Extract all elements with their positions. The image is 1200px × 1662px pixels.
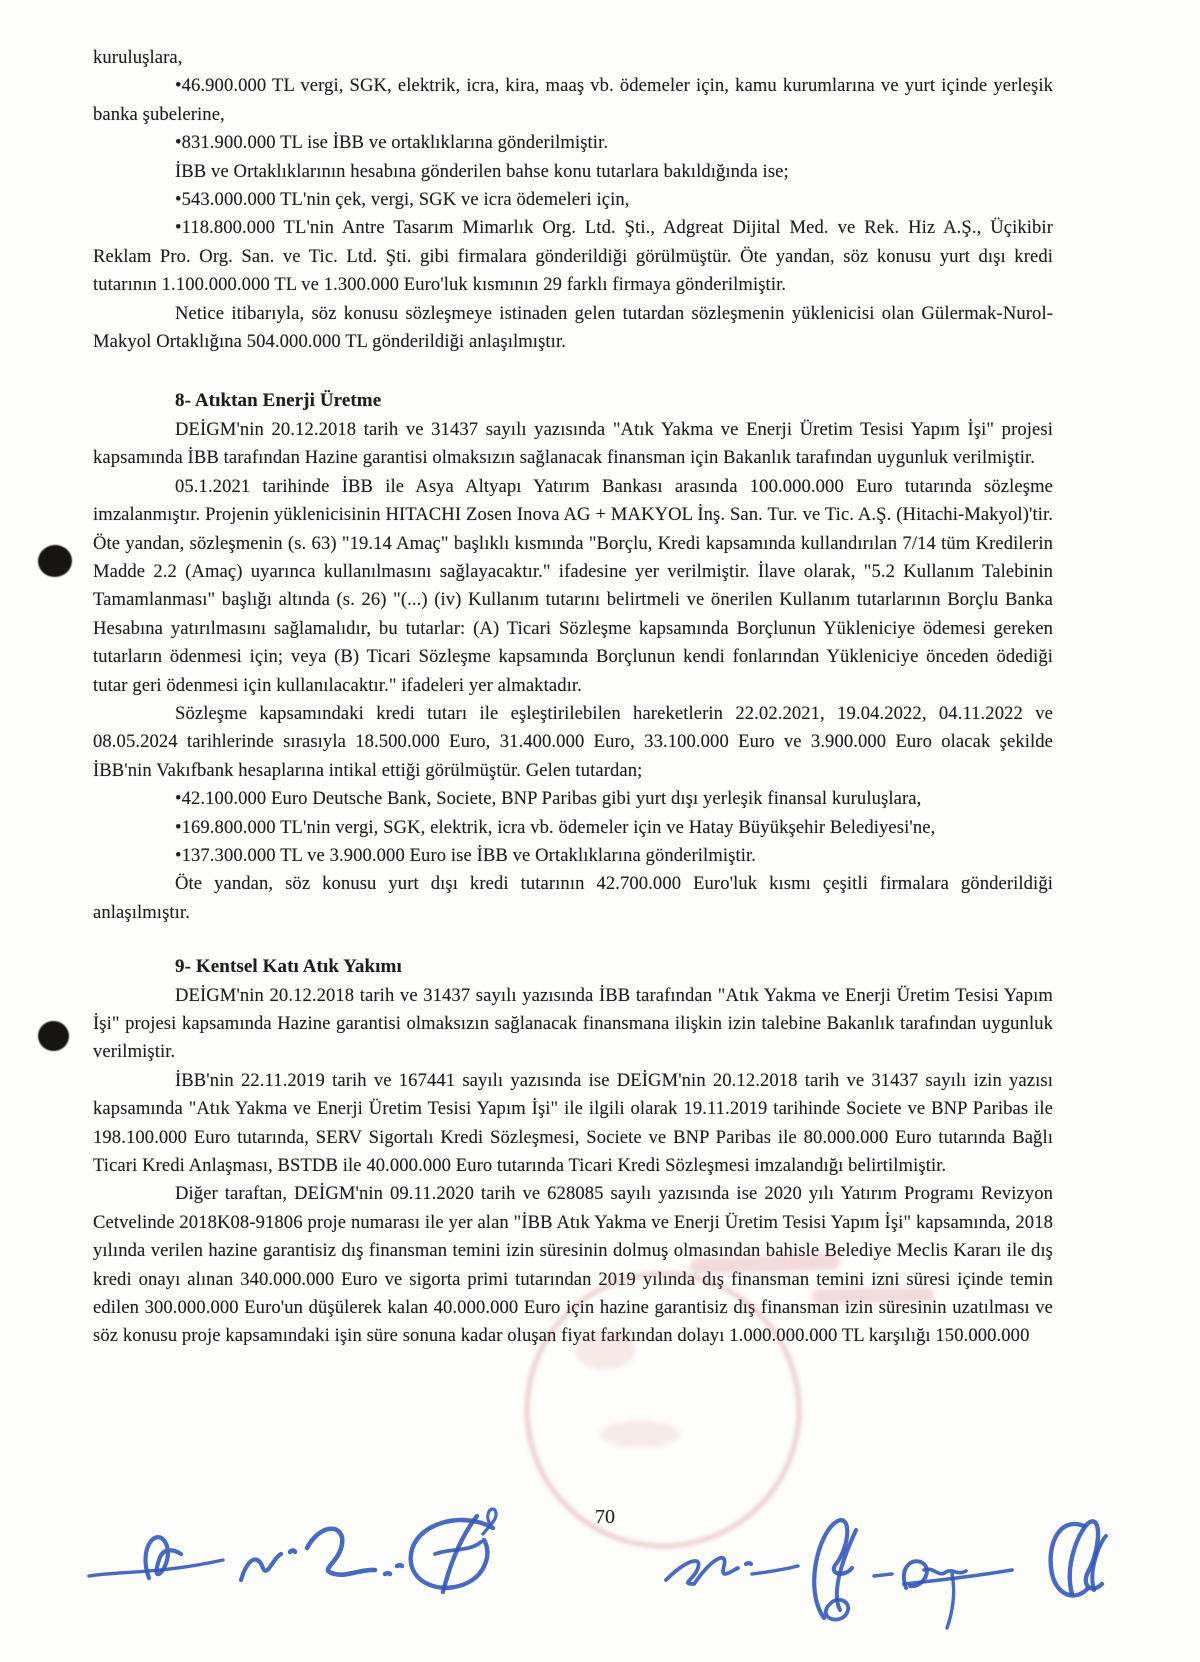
bullet-item: •42.100.000 Euro Deutsche Bank, Societe, BNP Paribas gibi yurt dışı yerleşik finansal kuruluşlara, — [175, 788, 922, 810]
red-stamp-smudge — [812, 1287, 934, 1304]
red-stamp-smudge — [600, 1420, 680, 1448]
bullet-item: •137.300.000 TL ve 3.900.000 Euro ise İBB ve Ortaklıklarına gönderilmiştir. — [175, 844, 757, 866]
red-stamp-smudge — [575, 1330, 635, 1370]
hole-punch-mark — [37, 1020, 70, 1052]
paragraph: DEİGM'nin 20.12.2018 tarih ve 31437 sayılı yazısında "Atık Yakma ve Enerji Üretim Tesisi Yapım İşi" projesi kapsamında İBB tarafından Hazine garantisi olmaksızın sağlanacak finansman için Bakanlık tarafından uygunluk verilmiştir. — [93, 418, 1053, 469]
paragraph: Öte yandan, söz konusu yurt dışı kredi tutarının 42.700.000 Euro'luk kısmı çeşitli firmalara gönderildiği anlaşılmıştır. — [93, 873, 1053, 923]
paragraph: DEİGM'nin 20.12.2018 tarih ve 31437 sayılı yazısında İBB tarafından "Atık Yakma ve Enerji Üretim Tesisi Yapım İşi" projesi kapsamında Hazine garantisi olmaksızın sağlanacak finansmana ilişkin izin talebine Bakanlık tarafından uygunluk verilmiştir. — [93, 984, 1053, 1063]
bullet-item: •543.000.000 TL'nin çek, vergi, SGK ve icra ödemeleri için, — [175, 189, 630, 211]
paragraph: kuruluşlara, — [93, 47, 183, 68]
bullet-item: •118.800.000 TL'nin Antre Tasarım Mimarlık Org. Ltd. Şti., Adgreat Dijital Med. ve Rek. Hiz A.Ş., Üçikibir Reklam Pro. Org. San. ve Tic. Ltd. Şti. gibi firmalara gönderildiği görülmüştür. Öte yandan, söz konusu yurt dışı kredi tutarının 1.100.000.000 TL ve 1.300.000 Euro'luk kısmının 29 farklı firmaya gönderilmiştir. — [93, 217, 1053, 296]
bullet-item: •169.800.000 TL'nin vergi, SGK, elektrik, icra vb. ödemeler için ve Hatay Büyükşehir Belediyesi'ne, — [175, 816, 936, 838]
paragraph: İBB'nin 22.11.2019 tarih ve 167441 sayılı yazısında ise DEİGM'nin 20.12.2018 tarih ve 31437 sayılı izin yazısı kapsamında "Atık Yakma ve Enerji Üretim Tesisi Yapım İşi" ile ilgili olarak 19.11.2019 tarihinde Societe ve BNP Paribas ile 198.100.000 Euro tutarında, SERV Sigortalı Kredi Sözleşmesi, Societe ve BNP Paribas ile 80.000.000 Euro tutarında Bağlı Ticari Kredi Anlaşması, BSTDB ile 40.000.000 Euro tutarında Ticari Kredi Sözleşmesi imzalandığı belirtilmiştir. — [93, 1069, 1053, 1177]
paragraph: İBB ve Ortaklıklarının hesabına gönderilen bahse konu tutarlara bakıldığında ise; — [175, 160, 789, 182]
document-body — [93, 44, 1053, 1351]
page-number: 70 — [595, 1506, 615, 1528]
section-heading-9: 9- Kentsel Katı Atık Yakımı — [175, 956, 402, 978]
paragraph: Netice itibarıyla, söz konusu sözleşmeye istinaden gelen tutardan sözleşmenin yüklenicisi olan Gülermak-Nurol-Makyol Ortaklığına 504.000.000 TL gönderildiği anlaşılmıştır. — [93, 302, 1053, 353]
paragraph: Sözleşme kapsamındaki kredi tutarı ile eşleştirilebilen hareketlerin 22.02.2021, 19.04.2022, 04.11.2022 ve 08.05.2024 tarihlerinde sırasıyla 18.500.000 Euro, 31.400.000 Euro, 33.100.000 Euro ve 3.900.000 Euro olacak şekilde İBB'nin Vakıfbank hesaplarına intikal ettiği görülmüştür. Gelen tutardan; — [93, 702, 1053, 781]
signature-group-left — [85, 1496, 530, 1611]
handwritten-signatures-right — [652, 1508, 1112, 1633]
paragraph: 05.1.2021 tarihinde İBB ile Asya Altyapı Yatırım Bankası arasında 100.000.000 Euro tutarında sözleşme imzalanmıştır. Projenin yüklenicisinin HITACHI Zosen Inova AG + MAKYOL İnş. San. Tur. ve Tic. A.Ş. (Hitachi-Makyol)'tir. Öte yandan, sözleşmenin (s. 63) "19.14 Amaç" başlıklı kısmında "Borçlu, Kredi kapsamında kullandırılan 7/14 tüm Kredilerin Madde 2.2 (Amaç) uyarınca kullanılmasını sağlayacaktır." ifadesine yer verilmiştir. İlave olarak, "5.2 Kullanım Talebinin Tamamlanması" başlığı altında (s. 26) "(...) (iv) Kullanım tutarını belirtmeli ve önerilen Kullanım tutarlarının Borçlu Banka Hesabına yatırılmasını sağlamalıdır, bu tutarlar: (A) Ticari Sözleşme kapsamında Borçlunun Yükleniciye ödemesi gereken tutarların ödenmesi için; veya (B) Ticari Sözleşme kapsamında Borçlunun kendi fonlarından Yükleniciye önceden ödediği tutar geri ödenmesi için kullanılacaktır." ifadeleri yer almaktadır. — [93, 475, 1053, 696]
bullet-item: •46.900.000 TL vergi, SGK, elektrik, icra, kira, maaş vb. ödemeler için, kamu kurumlarına ve yurt içinde yerleşik banka şubelerine, — [93, 75, 1053, 125]
signature-group-right — [652, 1508, 1112, 1638]
bullet-item: •831.900.000 TL ise İBB ve ortaklıklarına gönderilmiştir. — [175, 132, 609, 154]
handwritten-signatures-left — [85, 1496, 530, 1606]
section-heading-8: 8- Atıktan Enerji Üretme — [175, 390, 382, 412]
hole-punch-mark — [36, 543, 73, 578]
paragraph: Diğer taraftan, DEİGM'nin 09.11.2020 tarih ve 628085 sayılı yazısında ise 2020 yılı Yatırım Programı Revizyon Cetvelinde 2018K08-91806 proje numarası ile yer alan "İBB Atık Yakma ve Enerji Üretim Tesisi Yapım İşi" kapsamında, 2018 yılında verilen hazine garantisiz dış finansman temini izin süresinin dolmuş olmasından bahisle Belediye Meclis Kararı ile dış kredi onayı alınan 340.000.000 Euro ve sigorta primi tutarından 2019 yılında dış finansman temini izni süresi içinde temin edilen 300.000.000 Euro'un düşülerek kalan 40.000.000 Euro için hazine garantisiz dış finansman izin süresinin uzatılması ve söz konusu proje kapsamındaki işin süre sonuna kadar oluşan fiyat farkından dolayı 1.000.000.000 TL karşılığı 150.000.000 — [93, 1183, 1053, 1347]
